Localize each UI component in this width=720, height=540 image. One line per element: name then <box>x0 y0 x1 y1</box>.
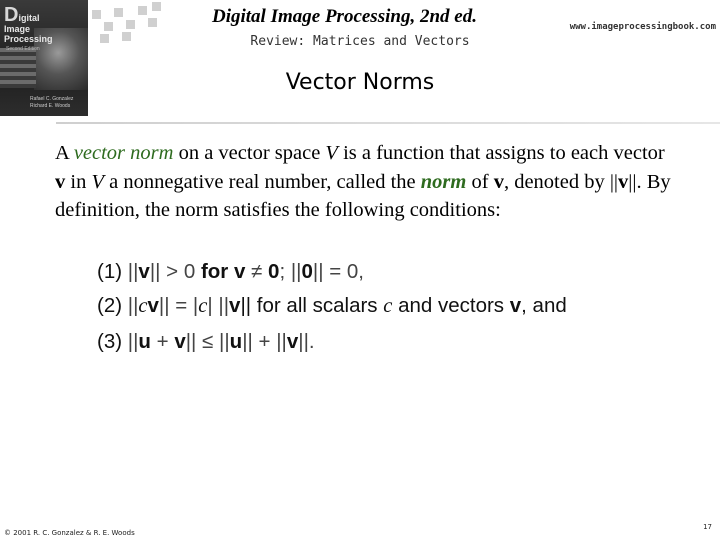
section-title: Review: Matrices and Vectors <box>250 34 470 49</box>
vector-norm-term: vector norm <box>73 142 174 164</box>
title-divider <box>56 122 720 124</box>
website-url[interactable]: www.imageprocessingbook.com <box>569 22 716 32</box>
page-number: 17 <box>703 523 712 531</box>
book-title: Digital Image Processing, 2nd ed. <box>212 6 477 27</box>
definition-paragraph: A vector norm on a vector space V is a function that assigns to each vector v in V a nonnegative real number, called the norm of v, denoted by ||v||. By definition, the norm satisfies the following conditions: <box>55 142 671 222</box>
condition-1: (1) ||v|| > 0 for v ≠ 0; ||0|| = 0, <box>97 260 365 283</box>
copyright-notice: © 2001 R. C. Gonzalez & R. E. Woods <box>4 529 135 537</box>
cover-authors: Rafael C. Gonzalez Richard E. Woods <box>30 96 74 109</box>
cover-title-line1: igital <box>18 13 40 23</box>
condition-2: (2) ||cv|| = |c| ||v|| for all scalars c and vectors v, and <box>97 294 567 317</box>
book-cover-image <box>0 0 88 116</box>
condition-3: (3) ||u + v|| ≤ ||u|| + ||v||. <box>97 330 315 353</box>
slide-title: Vector Norms <box>285 70 435 95</box>
cover-title-line2: Image <box>4 24 31 34</box>
cover-title: Digital Image Processing <box>4 4 53 44</box>
cover-title-line3: Processing <box>4 34 53 44</box>
norm-term: norm <box>420 170 467 193</box>
cover-edition: Second Edition <box>6 46 40 52</box>
